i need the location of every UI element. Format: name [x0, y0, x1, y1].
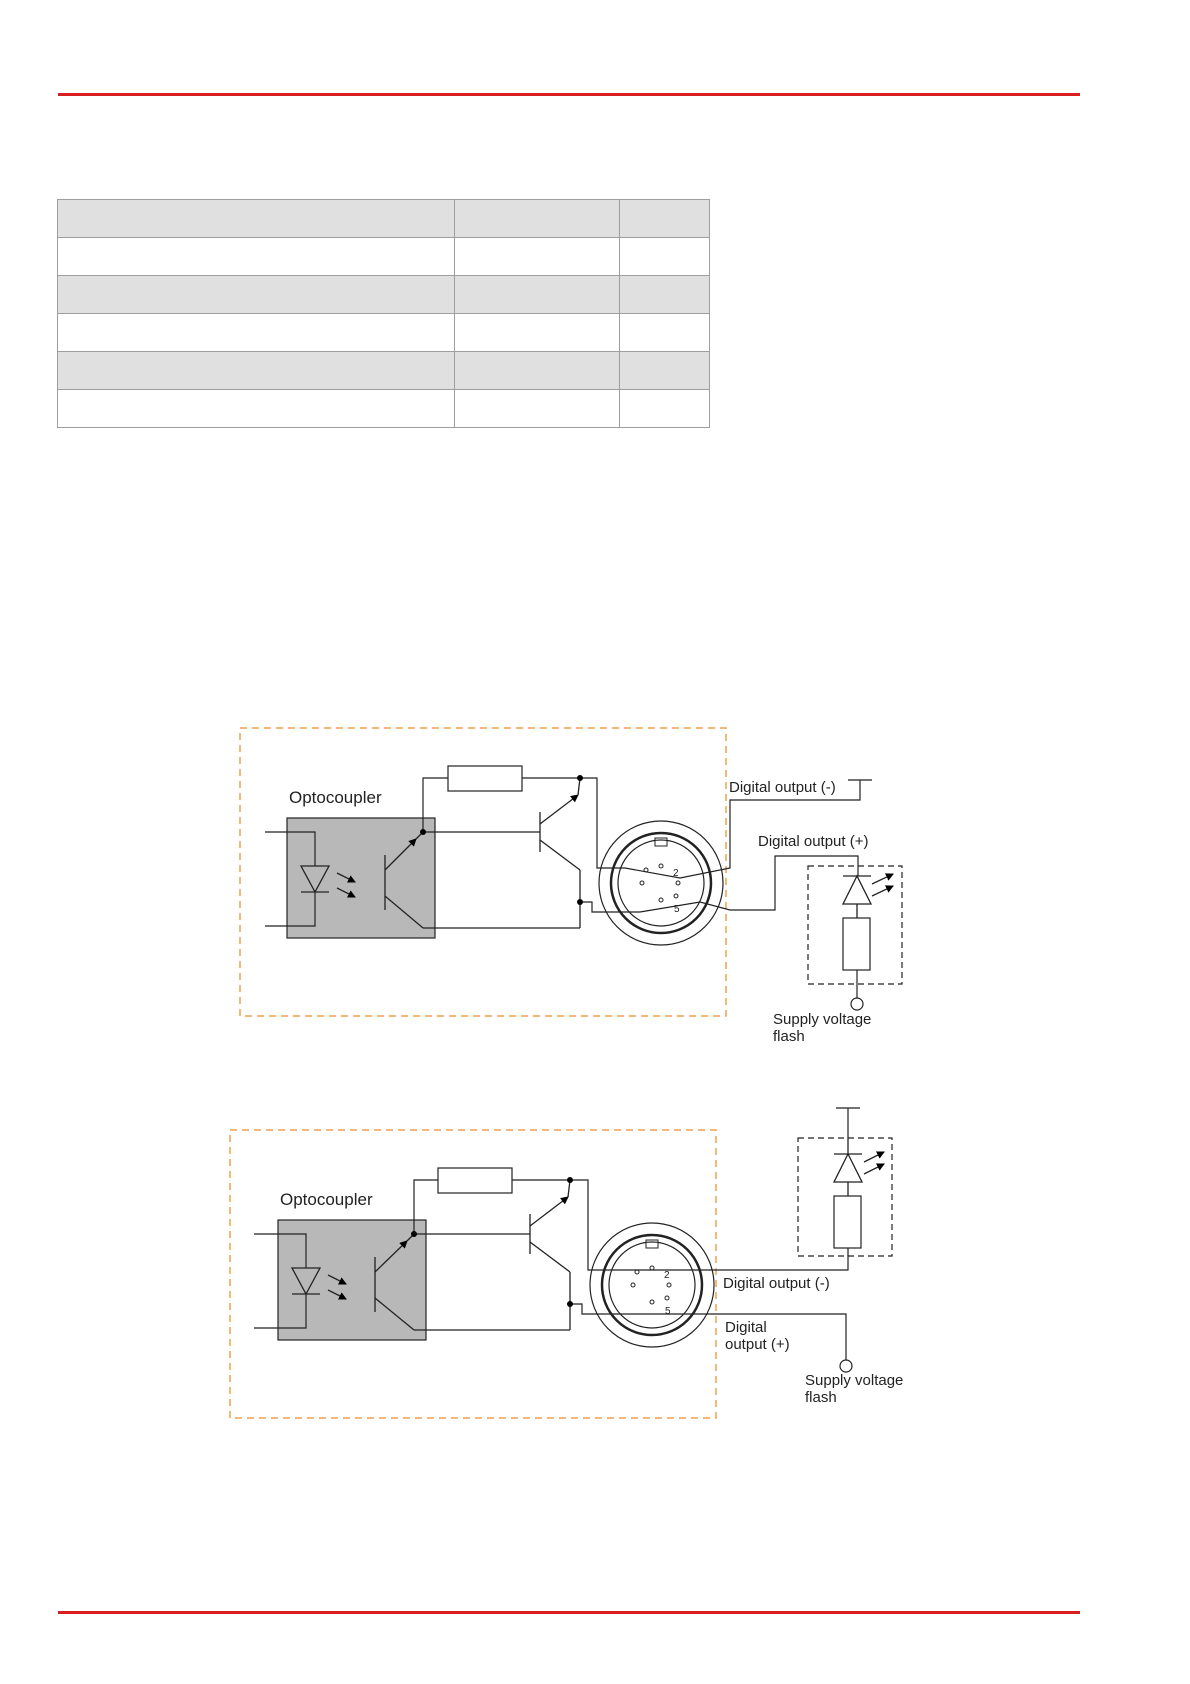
wiring-diagram-flash-low-side [0, 1100, 1190, 1420]
junction-dot [567, 1177, 573, 1183]
connector-icon [590, 1223, 714, 1347]
junction-dot [411, 1231, 417, 1237]
table-cell [620, 352, 710, 390]
optocoupler-label: Optocoupler [280, 1190, 373, 1209]
table-row [58, 390, 710, 428]
table-cell [455, 238, 620, 276]
table-row [58, 352, 710, 390]
header-rule [58, 93, 1080, 96]
transistor-icon [530, 1180, 570, 1330]
table-cell [58, 200, 455, 238]
flash-resistor-icon [834, 1196, 861, 1248]
pin-2-label: 2 [664, 1270, 670, 1281]
supply-voltage-label: Supply voltage [773, 1011, 872, 1028]
junction-dot [577, 775, 583, 781]
resistor-icon [438, 1168, 512, 1193]
table-cell [620, 238, 710, 276]
digital-output-plus-label: Digital output (+) [758, 833, 869, 850]
supply-terminal-icon [840, 1360, 852, 1372]
optocoupler-label: Optocoupler [289, 788, 382, 807]
table-cell [620, 276, 710, 314]
junction-dot [567, 1301, 573, 1307]
spec-table [57, 199, 710, 428]
pin-5-label: 5 [674, 904, 680, 915]
table-cell [58, 314, 455, 352]
table-cell [455, 314, 620, 352]
table-cell [620, 314, 710, 352]
table-cell [455, 200, 620, 238]
circuit-wires [423, 778, 640, 928]
transistor-icon [540, 778, 580, 928]
table-cell [58, 238, 455, 276]
supply-terminal-icon [851, 998, 863, 1010]
table-row [58, 314, 710, 352]
junction-dot [577, 899, 583, 905]
footer-rule [58, 1611, 1080, 1614]
digital-output-minus-label: Digital output (-) [729, 779, 836, 796]
junction-dot [420, 829, 426, 835]
table-row [58, 276, 710, 314]
table-cell [455, 276, 620, 314]
digital-output-minus-label: Digital output (-) [723, 1275, 830, 1292]
table-cell [58, 276, 455, 314]
flash-led-icon [843, 874, 893, 918]
table-row [58, 238, 710, 276]
flash-resistor-icon [843, 918, 870, 970]
table-row [58, 200, 710, 238]
pin-2-label: 2 [673, 868, 679, 879]
table-cell [620, 390, 710, 428]
pin-5-label: 5 [665, 1306, 671, 1317]
supply-voltage-label: Supply voltage [805, 1372, 904, 1389]
wiring-diagram-flash-high-side [0, 720, 1190, 1050]
resistor-icon [448, 766, 522, 791]
supply-flash-label: flash [773, 1028, 805, 1045]
table-cell [455, 390, 620, 428]
table-cell [620, 200, 710, 238]
table-cell [58, 390, 455, 428]
digital-output-plus-label-line2: output (+) [725, 1336, 790, 1353]
table-cell [455, 352, 620, 390]
supply-flash-label: flash [805, 1389, 837, 1406]
flash-led-icon [834, 1138, 884, 1196]
digital-output-plus-label-line1: Digital [725, 1319, 767, 1336]
connector-icon [599, 821, 723, 945]
table-cell [58, 352, 455, 390]
